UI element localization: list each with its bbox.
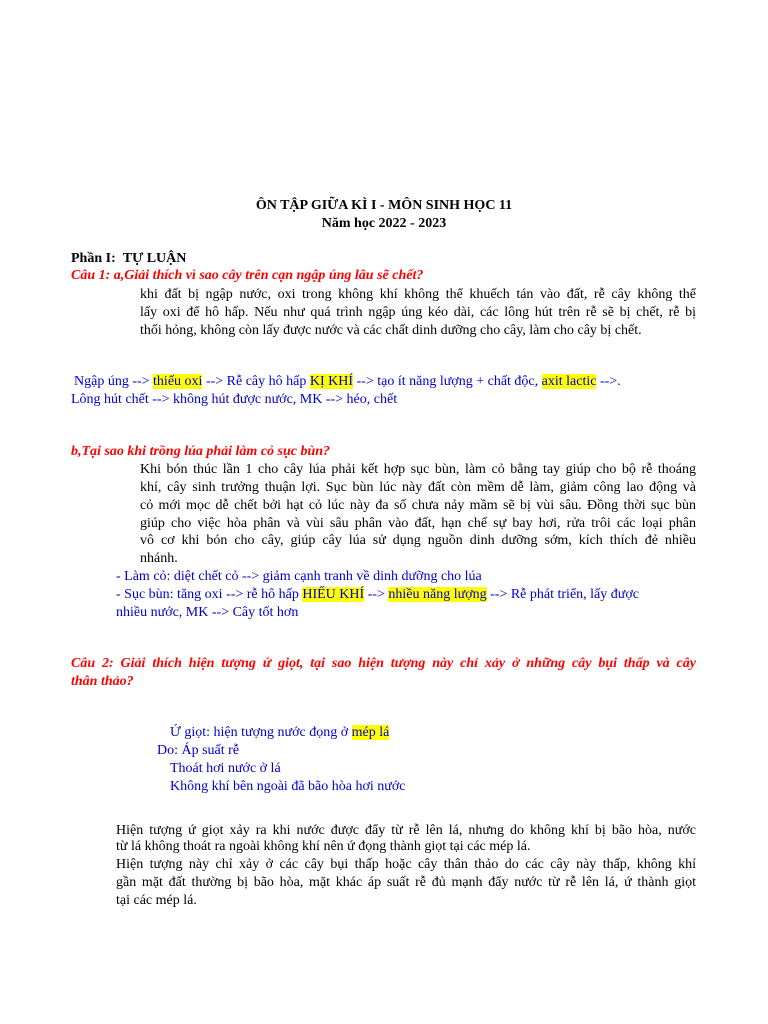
cause-transpiration: Thoát hơi nước ở lá xyxy=(170,761,281,776)
answer-1b-line: nhánh. xyxy=(140,551,178,566)
document-title: ÔN TẬP GIỮA KÌ I - MÔN SINH HỌC 11 xyxy=(255,198,513,213)
highlight-text: KỊ KHÍ xyxy=(309,374,354,389)
highlight-text: HIẾU KHÍ xyxy=(302,587,365,602)
explanation-para1-line: từ lá không thoát ra ngoài không khí nên ứ đọng thành giọt tại các mép lá. xyxy=(116,839,531,854)
answer-1b-line: Khi bón thúc lần 1 cho cây lúa phải kết hợp sục bùn, làm cỏ bằng tay giúp cho bộ rễ thoáng xyxy=(140,462,696,477)
flow-1a-line1 xyxy=(74,373,621,391)
part-name: TỰ LUẬN xyxy=(122,251,187,266)
def-text: Ứ giọt: hiện tượng nước đọng ở xyxy=(170,725,352,740)
cause-saturation: Không khí bên ngoài đã bão hòa hơi nước xyxy=(170,779,406,794)
flow-1a-line2: Lông hút chết --> không hút được nước, MK --> héo, chết xyxy=(71,392,398,407)
part-label: Phần I: xyxy=(71,251,116,266)
question-2-line2: thân thảo? xyxy=(71,674,134,689)
question-1b: b,Tại sao khi trồng lúa phải làm cỏ sục bùn? xyxy=(71,444,331,459)
note-text: --> xyxy=(364,587,389,602)
note-text: - Sục bùn: tăng oxi --> rễ hô hấp xyxy=(116,587,303,602)
answer-1b-line: khí, cây sinh trưởng thuận lợi. Sục bùn lúc này đất còn mềm dễ làm, giảm công lao động và xyxy=(140,480,696,495)
flow-text: Ngập úng --> xyxy=(74,374,154,389)
explanation-para2-line: tại các mép lá. xyxy=(116,893,197,908)
flow-text: -->. xyxy=(596,374,621,389)
explanation-para2-line: Hiện tượng này chỉ xảy ở các cây bụi thấp hoặc cây thân thảo do các cây này thấp, không khí xyxy=(116,857,696,872)
note-suc-bun xyxy=(116,586,639,604)
definition-u-giot xyxy=(170,724,389,742)
answer-1a-line: lấy oxi để hô hấp. Nếu như quá trình ngập úng kéo dài, các lông hút trên rễ sẽ bị chết, rễ bị xyxy=(140,305,696,320)
school-year: Năm học 2022 - 2023 xyxy=(321,216,447,231)
note-lam-co: - Làm cỏ: diệt chết cỏ --> giảm cạnh tranh về dinh dưỡng cho lúa xyxy=(116,569,482,584)
flow-text: --> Rễ cây hô hấp xyxy=(202,374,310,389)
answer-1b-line: cỏ mới mọc dễ chết bởi hạt cỏ lúc này đa số chưa nảy mầm sẽ bị vùi sâu. Đồng thời sục bùn xyxy=(140,498,696,513)
highlight-text: mép lá xyxy=(351,725,390,740)
question-2-line1: Câu 2: Giải thích hiện tượng ứ giọt, tại sao hiện tượng này chỉ xảy ở những cây bụi thấp và cây xyxy=(71,656,696,671)
answer-1b-line: giúp cho việc hòa phân và vùi sâu phân vào đất, hạn chế sự bay hơi, rửa trôi các loại phân xyxy=(140,516,696,531)
note-suc-bun-cont: nhiều nước, MK --> Cây tốt hơn xyxy=(116,605,299,620)
flow-text: --> tạo ít năng lượng + chất độc, xyxy=(353,374,542,389)
highlight-text: nhiều năng lượng xyxy=(388,587,487,602)
part-heading xyxy=(71,250,186,268)
note-text: --> Rễ phát triển, lấy được xyxy=(486,587,639,602)
explanation-para2-line: gần mặt đất thường bị bão hòa, mặt khác áp suất rễ đủ mạnh đẩy nước từ rễ lên lá, ứ thành giọt xyxy=(116,875,696,890)
answer-1a-line: thối hỏng, không còn lấy được nước và các chất dinh dưỡng cho cây, làm cho cây bị chết. xyxy=(140,323,642,338)
answer-1a-line: khi đất bị ngập nước, oxi trong không khí không thể khuếch tán vào đất, rễ cây không thể xyxy=(140,287,696,302)
cause-root-pressure: Do: Áp suất rễ xyxy=(157,743,240,758)
highlight-text: thiếu oxi xyxy=(153,374,203,389)
highlight-text: axit lactic xyxy=(541,374,597,389)
answer-1b-line: vô cơ khi bón cho cây, giúp cây lúa sử dụng nguồn dinh dưỡng sớm, kích thích đẻ nhiều xyxy=(140,533,696,548)
explanation-para1-line: Hiện tượng ứ giọt xảy ra khi nước được đẩy từ rễ lên lá, nhưng do không khí bị bão hòa, nước xyxy=(116,823,696,838)
question-1a: Câu 1: a,Giải thích vì sao cây trên cạn ngập úng lâu sẽ chết? xyxy=(71,268,424,283)
